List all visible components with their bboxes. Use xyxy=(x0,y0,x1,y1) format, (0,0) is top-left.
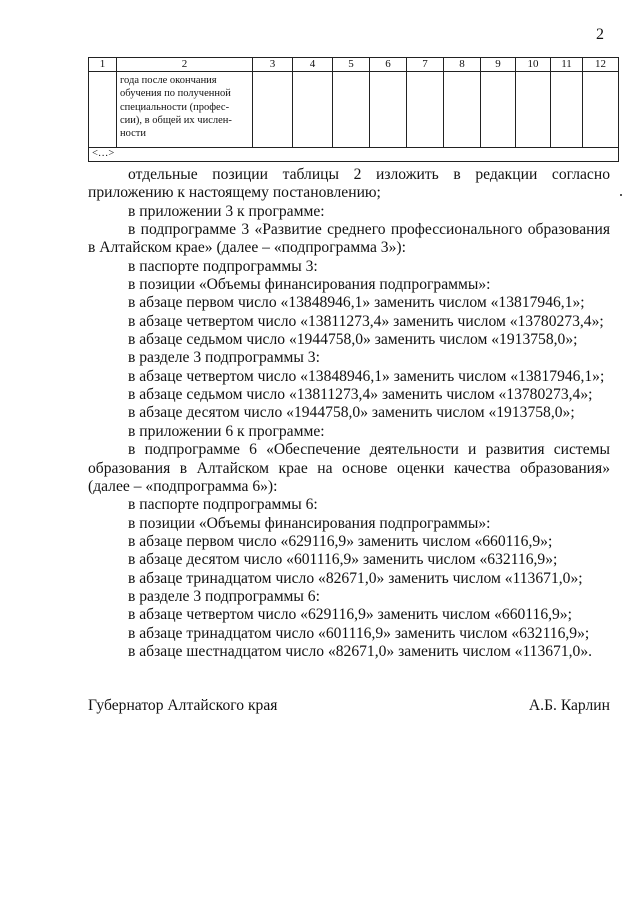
signatory-position: Губернатор Алтайского края xyxy=(88,697,278,714)
column-header: 3 xyxy=(253,58,293,72)
column-header: 4 xyxy=(293,58,333,72)
paragraph-line: в подпрограмме 3 «Развитие среднего профессионального образования xyxy=(128,221,610,239)
paragraph-line: в абзаце четвертом число «629116,9» заменить числом «660116,9»; xyxy=(128,606,572,624)
indicator-cell xyxy=(117,72,253,148)
table-cell xyxy=(333,72,370,148)
paragraph-line: (далее – «подпрограмма 6»): xyxy=(88,477,278,495)
paragraph-line: в абзаце первом число «13848946,1» заменить числом «13817946,1»; xyxy=(128,294,585,312)
paragraph-line: в паспорте подпрограммы 3: xyxy=(128,257,318,275)
column-header: 12 xyxy=(583,58,619,72)
column-header: 9 xyxy=(481,58,516,72)
column-header: 5 xyxy=(333,58,370,72)
paragraph-line: в абзаце десятом число «601116,9» заменить числом «632116,9»; xyxy=(128,551,558,569)
page-number: 2 xyxy=(596,26,604,43)
paragraph-line: в абзаце шестнадцатом число «82671,0» заменить числом «113671,0». xyxy=(128,642,593,660)
paragraph-line: в позиции «Объемы финансирования подпрограммы»: xyxy=(128,276,491,294)
column-header: 7 xyxy=(407,58,444,72)
column-header: 6 xyxy=(370,58,407,72)
table-cell xyxy=(407,72,444,148)
paragraph-line: в абзаце седьмом число «1944758,0» заменить числом «1913758,0»; xyxy=(128,331,578,349)
column-header: 2 xyxy=(117,58,253,72)
paragraph-line: образования в Алтайском крае на основе оценки качества образования» xyxy=(88,459,610,477)
table-cell xyxy=(253,72,293,148)
table-row xyxy=(89,72,619,148)
table-cell xyxy=(551,72,583,148)
column-header: 8 xyxy=(444,58,481,72)
signature-block xyxy=(88,697,610,717)
scan-speck xyxy=(620,194,622,196)
table-cell xyxy=(583,72,619,148)
paragraph-line: в приложении 3 к программе: xyxy=(128,202,325,220)
paragraph-line: в разделе 3 подпрограммы 6: xyxy=(128,587,320,605)
table-continuation-row xyxy=(89,148,619,162)
paragraph-line: приложению к настоящему постановлению; xyxy=(88,184,381,202)
cell-text-line: специальности (профес- xyxy=(120,101,230,113)
paragraph-line: в абзаце четвертом число «13848946,1» заменить числом «13817946,1»; xyxy=(128,367,605,385)
cell-text-line: года после окончания xyxy=(120,75,217,86)
table-cell xyxy=(481,72,516,148)
cell-text-line: сии), в общей их числен- xyxy=(120,114,232,126)
paragraph-line: в абзаце первом число «629116,9» заменить числом «660116,9»; xyxy=(128,532,553,550)
paragraph-line: в абзаце седьмом число «13811273,4» заменить числом «13780273,4»; xyxy=(128,386,593,404)
table-cell xyxy=(516,72,551,148)
continuation-marker: <…> xyxy=(89,148,619,162)
table-cell xyxy=(370,72,407,148)
column-header: 10 xyxy=(516,58,551,72)
paragraph-line: в Алтайском крае» (далее – «подпрограмма 3»): xyxy=(88,239,406,257)
table-header-row xyxy=(89,58,619,72)
cell-text-line: обучения по полученной xyxy=(120,88,231,100)
paragraph-line: в абзаце тринадцатом число «601116,9» заменить числом «632116,9»; xyxy=(128,624,590,642)
paragraph-line: в подпрограмме 6 «Обеспечение деятельности и развития системы xyxy=(128,441,610,459)
paragraph-line: отдельные позиции таблицы 2 изложить в редакции согласно xyxy=(128,166,610,183)
paragraph-line: в приложении 6 к программе: xyxy=(128,422,325,440)
cell-text-line: ности xyxy=(120,128,146,140)
paragraph-line: в паспорте подпрограммы 6: xyxy=(128,496,318,514)
paragraph-line: в позиции «Объемы финансирования подпрограммы»: xyxy=(128,514,491,532)
table-cell xyxy=(89,72,117,148)
amendment-table xyxy=(88,57,619,162)
paragraph-line: в разделе 3 подпрограммы 3: xyxy=(128,349,320,367)
signatory-name: А.Б. Карлин xyxy=(528,697,610,714)
table-cell xyxy=(293,72,333,148)
paragraph-line: в абзаце десятом число «1944758,0» заменить числом «1913758,0»; xyxy=(128,404,575,422)
table-cell xyxy=(444,72,481,148)
paragraph-line: в абзаце четвертом число «13811273,4» заменить числом «13780273,4»; xyxy=(128,312,604,330)
document-body xyxy=(88,166,610,661)
column-header: 1 xyxy=(89,58,117,72)
paragraph-line: в абзаце тринадцатом число «82671,0» заменить числом «113671,0»; xyxy=(128,569,583,587)
column-header: 11 xyxy=(551,58,583,72)
